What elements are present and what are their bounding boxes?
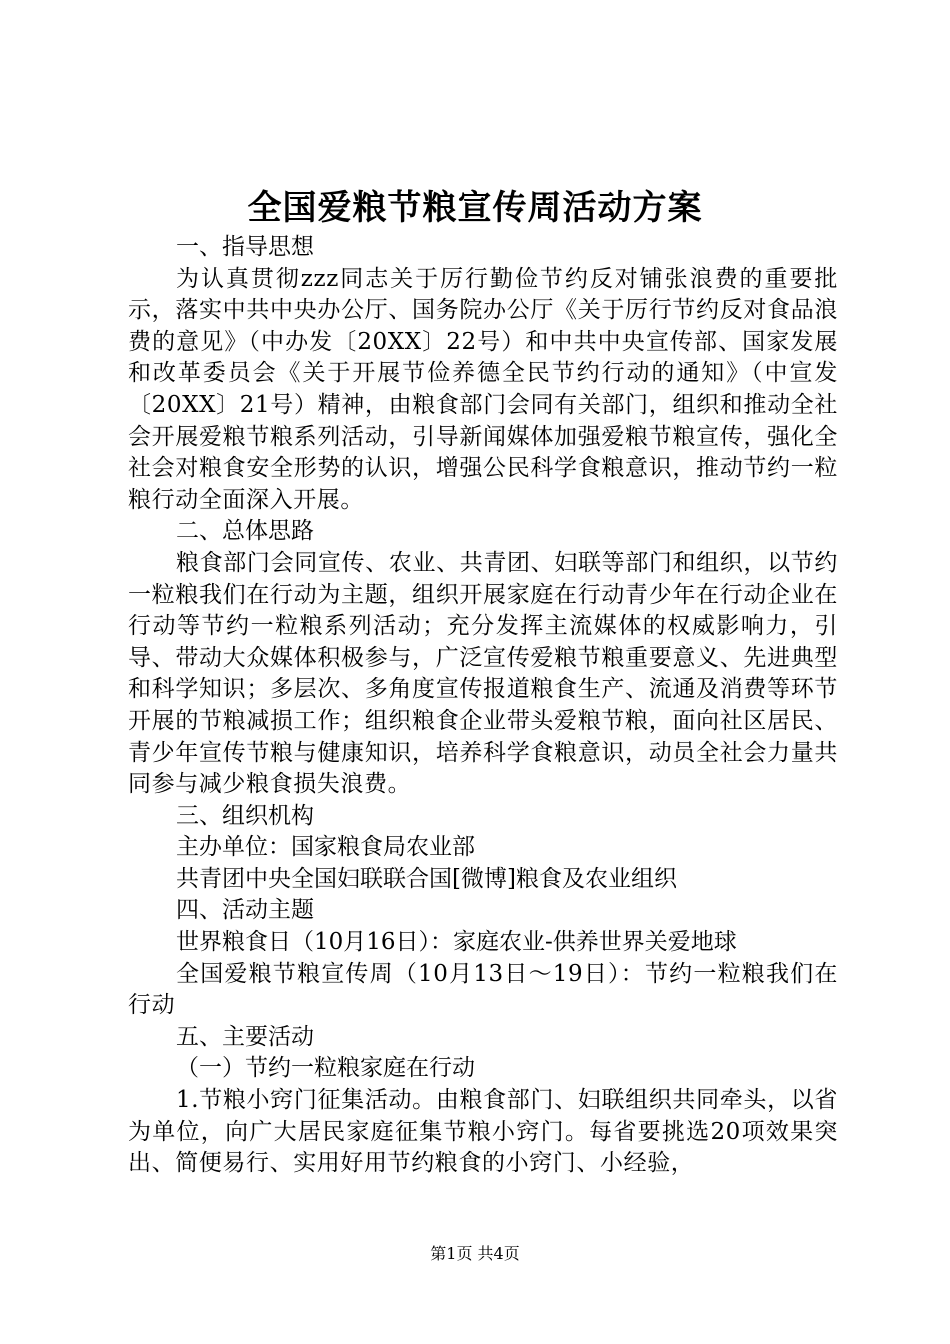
section-heading: 四、活动主题 <box>176 897 314 924</box>
body-line: 共青团中央全国妇联联合国[微博]粮食及农业组织 <box>176 865 677 892</box>
section-heading: 三、组织机构 <box>176 802 314 829</box>
body-paragraph: 为认真贯彻zzz同志关于厉行勤俭节约反对铺张浪费的重要批示，落实中共中央办公厅、国务院办公厅《关于厉行节约反对食品浪费的意见》（中办发〔20XX〕22号）和中共中央宣传部、国家发展和改革委员会《关于开展节俭养德全民节约行动的通知》（中宣发〔20XX〕21号）精神，由粮食部门会同有关部门，组织和推动全社会开展爱粮节粮系列活动，引导新闻媒体加强爱粮节粮宣传，强化全社会对粮食安全形势的认识，增强公民科学食粮意识，推动节约一粒粮行动全面深入开展。 <box>128 265 838 513</box>
body-line: 主办单位：国家粮食局农业部 <box>176 834 475 861</box>
section-heading: 二、总体思路 <box>176 518 314 545</box>
body-line: 世界粮食日（10月16日）：家庭农业-供养世界关爱地球 <box>176 929 737 956</box>
section-heading: 五、主要活动 <box>176 1023 314 1050</box>
document-title: 全国爱粮节粮宣传周活动方案 <box>247 188 703 228</box>
body-paragraph: 粮食部门会同宣传、农业、共青团、妇联等部门和组织，以节约一粒粮我们在行动为主题，组织开展家庭在行动青少年在行动企业在行动等节约一粒粮系列活动；充分发挥主流媒体的权威影响力，引导、带动大众媒体积极参与，广泛宣传爱粮节粮重要意义、先进典型和科学知识；多层次、多角度宣传报道粮食生产、流通及消费等环节开展的节粮减损工作；组织粮食企业带头爱粮节粮，面向社区居民、青少年宣传节粮与健康知识，培养科学食粮意识，动员全社会力量共同参与减少粮食损失浪费。 <box>128 549 838 798</box>
document-body <box>128 232 838 1180</box>
body-paragraph: 1.节粮小窍门征集活动。由粮食部门、妇联组织共同牵头，以省为单位，向广大居民家庭征集节粮小窍门。每省要挑选20项效果突出、简便易行、实用好用节约粮食的小窍门、小经验， <box>128 1087 838 1177</box>
section-heading: 一、指导思想 <box>176 234 314 260</box>
body-paragraph: 全国爱粮节粮宣传周（10月13日～19日）：节约一粒粮我们在行动 <box>128 960 838 1019</box>
page-footer: 第1页 共4页 <box>430 1244 520 1263</box>
subsection-heading: （一）节约一粒粮家庭在行动 <box>176 1055 475 1082</box>
